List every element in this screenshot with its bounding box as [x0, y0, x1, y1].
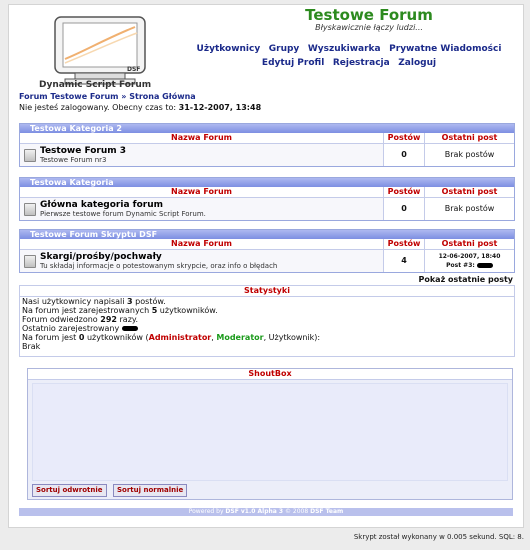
last-post-date: 12-06-2007, 18:40 — [438, 253, 501, 260]
col-forum-name: Nazwa Forum — [20, 187, 384, 197]
legend-moderator: Moderator — [216, 333, 264, 342]
stat-visits: Forum odwiedzono 292 razy. — [22, 315, 139, 324]
post-count: 4 — [384, 250, 425, 272]
breadcrumb — [19, 92, 196, 101]
site-title[interactable]: Testowe Forum — [305, 6, 433, 24]
product-link[interactable]: DSF v1.0 Alpha 3 — [225, 508, 284, 515]
nav-login[interactable]: Zaloguj — [398, 58, 437, 68]
statistics-panel — [19, 285, 515, 357]
category-title[interactable]: Testowa Kategoria — [20, 178, 514, 187]
last-post-link[interactable]: Post #3: — [446, 262, 475, 269]
nav-users[interactable]: Użytkownicy — [196, 44, 261, 54]
col-posts: Postów — [384, 187, 425, 197]
nav-register[interactable]: Rejestracja — [332, 58, 390, 68]
forum-row — [20, 198, 514, 220]
breadcrumb-sep: » — [118, 92, 130, 101]
shoutbox-title: ShoutBox — [28, 369, 512, 380]
col-posts: Postów — [384, 133, 425, 143]
statistics-title: Statystyki — [20, 286, 514, 297]
post-count: 0 — [384, 198, 425, 220]
logo-caption: Dynamic Script Forum — [39, 80, 152, 90]
stat-online-list: Brak — [22, 342, 41, 351]
folder-icon — [24, 149, 36, 162]
forum-description: Pierwsze testowe forum Dynamic Script Forum. — [40, 210, 206, 218]
nav-edit-profile[interactable]: Edytuj Profil — [261, 58, 325, 68]
category-title[interactable]: Testowe Forum Skryptu DSF — [20, 230, 514, 239]
stat-users: Na forum jest zarejestrowanych 5 użytkowników. — [22, 306, 218, 315]
sort-reverse-button[interactable]: Sortuj odwrotnie — [32, 484, 107, 497]
monitor-logo-icon[interactable] — [35, 11, 185, 91]
post-count: 0 — [384, 144, 425, 166]
show-last-posts-link[interactable]: Pokaż ostatnie posty — [418, 275, 513, 284]
col-forum-name: Nazwa Forum — [20, 239, 384, 249]
login-status — [19, 103, 261, 112]
site-subtitle: Błyskawicznie łączy ludzi... — [315, 23, 423, 32]
column-headers — [20, 133, 514, 144]
col-last-post: Ostatni post — [441, 239, 498, 248]
last-post: Brak postów — [444, 204, 495, 213]
forum-row — [20, 144, 514, 166]
stat-last-registered: Ostatnio zarejestrowany — [22, 324, 514, 333]
stat-posts: Nasi użytkownicy napisali 3 postów. — [22, 297, 166, 306]
category-table — [19, 229, 515, 273]
legend-administrator: Administrator — [148, 333, 212, 342]
col-forum-name: Nazwa Forum — [20, 133, 384, 143]
redacted-username — [122, 326, 138, 331]
stat-online: Na forum jest 0 użytkowników (Administrator, Moderator, Użytkownik): — [22, 333, 321, 342]
shoutbox-panel — [27, 368, 513, 500]
last-post: Brak postów — [444, 150, 495, 159]
page-container — [8, 4, 524, 528]
col-last-post: Ostatni post — [441, 133, 498, 142]
forum-link[interactable]: Testowe Forum 3 — [40, 146, 127, 156]
sort-normal-button[interactable]: Sortuj normalnie — [113, 484, 187, 497]
column-headers — [20, 239, 514, 250]
nav-search[interactable]: Wyszukiwarka — [307, 44, 381, 54]
column-headers — [20, 187, 514, 198]
category-title[interactable]: Testowa Kategoria 2 — [20, 124, 514, 133]
forum-link[interactable]: Główna kategoria forum — [40, 200, 163, 210]
forum-link[interactable]: Skargi/prośby/pochwały — [40, 252, 162, 262]
nav-private-messages[interactable]: Prywatne Wiadomości — [389, 44, 502, 54]
folder-icon — [24, 255, 36, 268]
forum-row — [20, 250, 514, 272]
category-table — [19, 123, 515, 167]
team-link[interactable]: DSF Team — [310, 508, 344, 515]
category-table — [19, 177, 515, 221]
powered-by-footer: Powered by DSF v1.0 Alpha 3 © 2008 DSF Team — [19, 508, 513, 516]
redacted-username — [477, 263, 493, 268]
folder-icon — [24, 203, 36, 216]
breadcrumb-current[interactable]: Strona Główna — [129, 92, 196, 101]
forum-description: Tu składaj informacje o potestowanym skrypcie, oraz info o błędach — [40, 262, 278, 270]
breadcrumb-home[interactable]: Forum Testowe Forum — [19, 92, 119, 101]
nav-groups[interactable]: Grupy — [268, 44, 300, 54]
top-nav — [189, 42, 509, 70]
last-post — [425, 250, 514, 272]
execution-time: Skrypt został wykonany w 0.005 sekund. SQL: 8. — [353, 533, 524, 541]
status-text: Nie jesteś zalogowany. Obecny czas to: — [19, 103, 179, 112]
current-time: 31-12-2007, 13:48 — [178, 103, 262, 112]
col-posts: Postów — [384, 239, 425, 249]
forum-description: Testowe Forum nr3 — [40, 156, 107, 164]
shoutbox-messages[interactable] — [32, 383, 508, 481]
svg-text:DSF: DSF — [127, 66, 141, 73]
col-last-post: Ostatni post — [441, 187, 498, 196]
